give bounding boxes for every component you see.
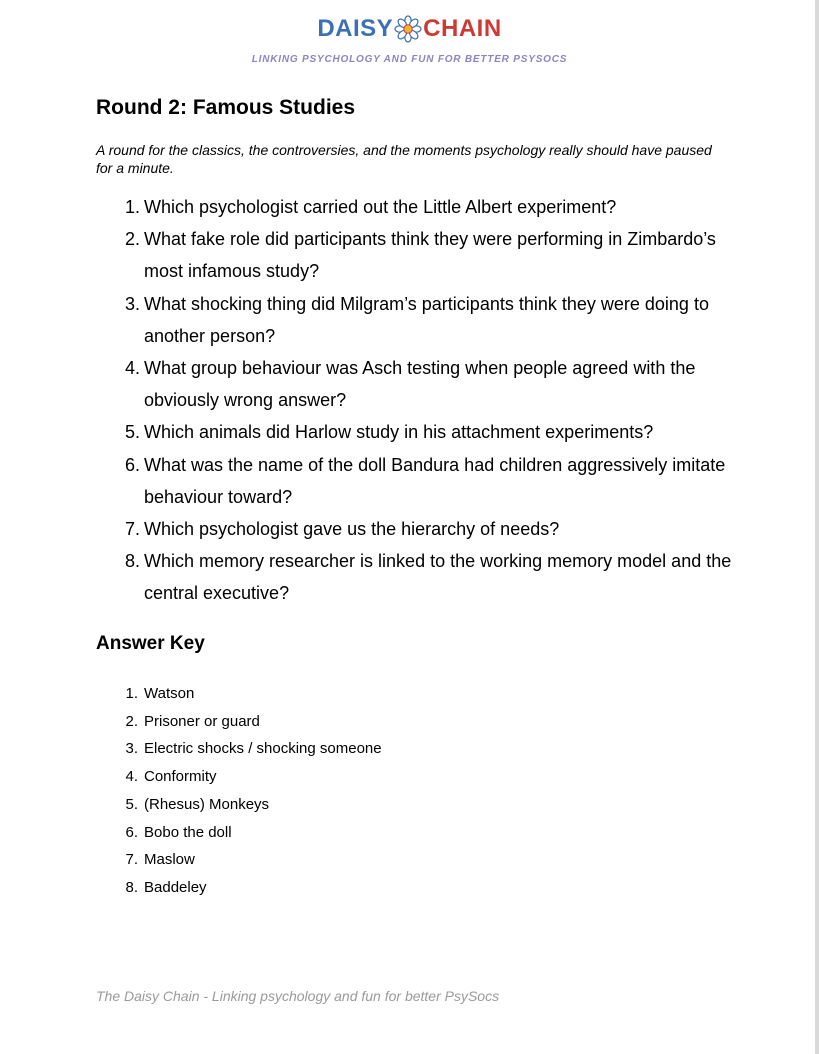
daisy-flower-icon [394, 15, 422, 43]
page-edge [815, 0, 819, 1054]
logo-text-chain: CHAIN [423, 15, 502, 42]
answer-number: 5. [125, 795, 138, 813]
question-text: What shocking thing did Milgram’s participants think they were doing to another person? [144, 293, 709, 346]
answer-number: 2. [125, 712, 138, 730]
questions-list [96, 191, 736, 610]
answer-number: 8. [125, 878, 138, 896]
footer-text: The Daisy Chain - Linking psychology and fun for better PsySocs [96, 988, 500, 1004]
answer-item [96, 846, 596, 874]
tagline: LINKING PSYCHOLOGY AND FUN FOR BETTER PSYSOCS [251, 54, 568, 65]
answer-text: Conformity [144, 768, 217, 786]
question-text: What group behaviour was Asch testing when people agreed with the obviously wrong answer? [144, 358, 696, 411]
question-text: Which animals did Harlow study in his attachment experiments? [144, 422, 654, 443]
question-item [96, 449, 736, 513]
answer-item [96, 763, 596, 791]
answer-item [96, 791, 596, 819]
question-number: 7. [124, 519, 140, 540]
question-text: Which psychologist gave us the hierarchy of needs? [144, 519, 560, 540]
answer-number: 4. [125, 768, 138, 786]
question-number: 6. [124, 454, 140, 475]
question-text: What fake role did participants think they were performing in Zimbardo’s most infamous study? [144, 229, 716, 282]
question-item [96, 416, 736, 448]
answer-text: Baddeley [144, 878, 207, 896]
answer-text: Watson [144, 685, 195, 702]
logo-text-daisy: DAISY [317, 15, 394, 42]
question-item [96, 513, 736, 545]
question-text: Which memory researcher is linked to the working memory model and the central executive? [144, 551, 732, 604]
question-item [96, 223, 736, 287]
question-number: 8. [124, 551, 140, 572]
answer-number: 6. [125, 823, 138, 841]
header [0, 14, 819, 65]
page-title: Round 2: Famous Studies [96, 96, 356, 119]
intro-text: A round for the classics, the controversies, and the moments psychology really should have paused for a minute. [96, 142, 712, 176]
question-number: 3. [124, 293, 140, 314]
answer-text: Electric shocks / shocking someone [144, 740, 382, 758]
answer-number: 3. [125, 740, 138, 758]
question-text: Which psychologist carried out the Little Albert experiment? [144, 197, 617, 217]
answer-item [96, 874, 596, 902]
answer-number: 7. [125, 851, 138, 869]
answer-item [96, 819, 596, 847]
question-item [96, 545, 736, 609]
question-number: 5. [124, 422, 140, 443]
answer-text: Prisoner or guard [144, 712, 260, 730]
logo [317, 14, 501, 44]
question-text: What was the name of the doll Bandura had children aggressively imitate behaviour toward? [144, 454, 726, 507]
question-item [96, 191, 736, 223]
answer-text: (Rhesus) Monkeys [144, 795, 270, 813]
answers-list [96, 680, 596, 902]
answer-item [96, 680, 596, 708]
question-item [96, 352, 736, 416]
answer-text: Maslow [144, 851, 195, 869]
question-number: 2. [124, 229, 140, 250]
answer-key-heading: Answer Key [96, 633, 205, 654]
question-number: 4. [124, 358, 140, 379]
answer-number: 1. [125, 685, 138, 702]
answer-item [96, 708, 596, 736]
answer-item [96, 735, 596, 763]
question-item [96, 288, 736, 352]
question-number: 1. [124, 197, 140, 217]
answer-text: Bobo the doll [144, 823, 232, 841]
